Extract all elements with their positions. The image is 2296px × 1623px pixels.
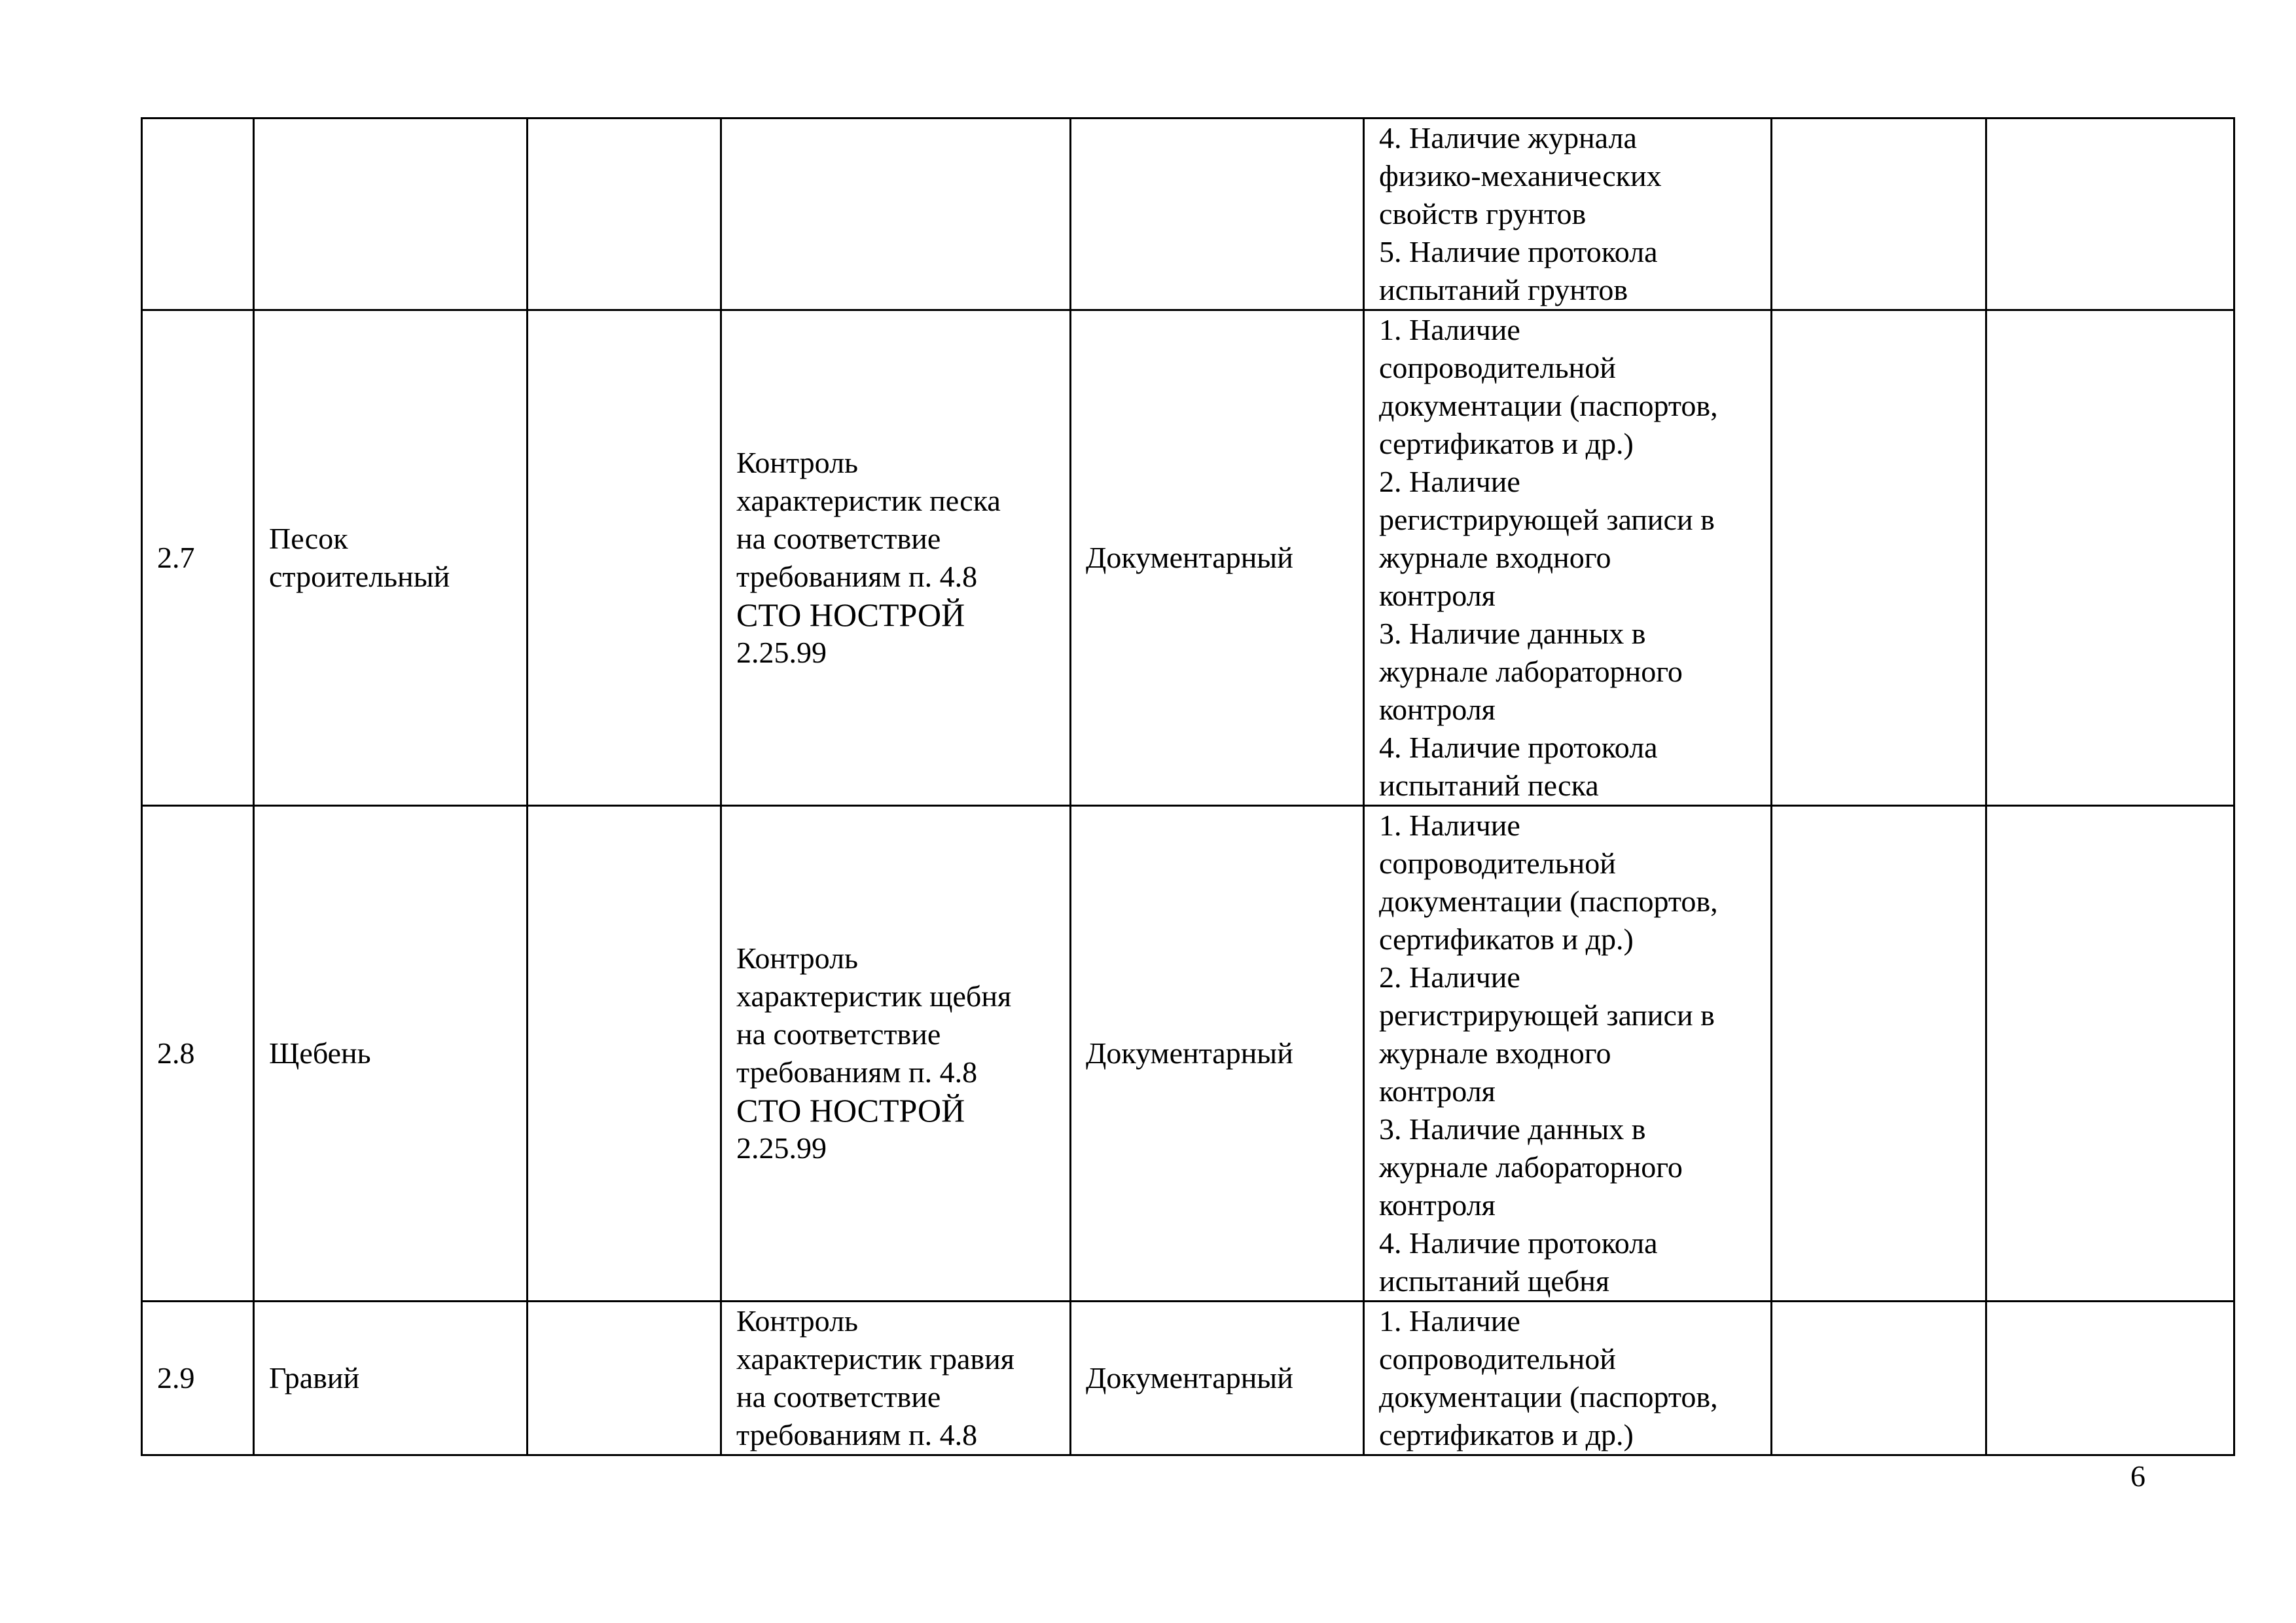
cell-object	[254, 806, 528, 1302]
control-line: характеристик щебня	[736, 979, 1012, 1013]
control-line: Контроль	[736, 446, 858, 479]
cell-col7	[1772, 310, 1986, 806]
requirement-line: журнале входного	[1379, 1036, 1611, 1070]
requirement-line: 4. Наличие протокола	[1379, 1226, 1658, 1260]
control-line: 2.25.99	[736, 1131, 827, 1165]
cell-number	[142, 119, 254, 310]
cell-method: Документарный	[1071, 310, 1364, 806]
cell-control	[721, 119, 1071, 310]
cell-control	[721, 1302, 1071, 1455]
cell-requirements	[1364, 119, 1772, 310]
requirement-line: испытаний грунтов	[1379, 273, 1628, 306]
cell-number: 2.9	[142, 1302, 254, 1455]
cell-col8	[1986, 119, 2234, 310]
requirement-line: сертификатов и др.)	[1379, 1418, 1634, 1451]
requirement-line: регистрирующей записи в	[1379, 998, 1715, 1032]
requirement-line: сопроводительной	[1379, 1342, 1616, 1376]
requirement-line: контроля	[1379, 693, 1496, 726]
cell-stage	[528, 806, 721, 1302]
requirement-line: сертификатов и др.)	[1379, 922, 1634, 956]
requirement-line: 3. Наличие данных в	[1379, 1112, 1646, 1146]
requirement-line: 1. Наличие	[1379, 1304, 1520, 1338]
cell-requirements	[1364, 1302, 1772, 1455]
cell-requirements	[1364, 310, 1772, 806]
control-line: характеристик гравия	[736, 1342, 1014, 1376]
object-line: Щебень	[269, 1036, 371, 1070]
table-row	[142, 1302, 2234, 1455]
control-line: СТО НОСТРОЙ	[736, 1092, 965, 1129]
requirement-line: 1. Наличие	[1379, 809, 1520, 842]
cell-method: Документарный	[1071, 1302, 1364, 1455]
requirement-line: 5. Наличие протокола	[1379, 235, 1658, 268]
requirement-line: 2. Наличие	[1379, 960, 1520, 994]
requirement-line: журнале лабораторного	[1379, 1150, 1683, 1184]
requirement-line: регистрирующей записи в	[1379, 503, 1715, 536]
object-line: Гравий	[269, 1361, 360, 1395]
requirement-line: журнале лабораторного	[1379, 655, 1683, 688]
cell-col8	[1986, 1302, 2234, 1455]
cell-object	[254, 119, 528, 310]
cell-control	[721, 806, 1071, 1302]
requirement-line: 2. Наличие	[1379, 465, 1520, 498]
requirement-line: контроля	[1379, 1188, 1496, 1222]
control-line: Контроль	[736, 1304, 858, 1338]
control-line: на соответствие	[736, 1017, 941, 1051]
object-line: строительный	[269, 560, 450, 593]
requirement-line: физико-механических	[1379, 159, 1662, 192]
cell-stage	[528, 310, 721, 806]
requirement-line: 4. Наличие журнала	[1379, 121, 1637, 155]
control-line: 2.25.99	[736, 636, 827, 669]
table-row	[142, 119, 2234, 310]
requirement-line: 3. Наличие данных в	[1379, 617, 1646, 650]
cell-col8	[1986, 806, 2234, 1302]
cell-number: 2.8	[142, 806, 254, 1302]
cell-col8	[1986, 310, 2234, 806]
cell-method	[1071, 119, 1364, 310]
cell-requirements	[1364, 806, 1772, 1302]
cell-col7	[1772, 806, 1986, 1302]
requirement-line: 1. Наличие	[1379, 313, 1520, 346]
control-line: на соответствие	[736, 522, 941, 555]
page-number: 6	[2130, 1459, 2145, 1493]
requirement-line: 4. Наличие протокола	[1379, 731, 1658, 764]
control-line: СТО НОСТРОЙ	[736, 596, 965, 633]
cell-method: Документарный	[1071, 806, 1364, 1302]
control-line: характеристик песка	[736, 484, 1001, 517]
cell-object	[254, 1302, 528, 1455]
requirement-line: сертификатов и др.)	[1379, 427, 1634, 460]
requirement-line: испытаний щебня	[1379, 1264, 1610, 1298]
requirement-line: документации (паспортов,	[1379, 389, 1718, 422]
control-line: Контроль	[736, 941, 858, 975]
control-line: требованиям п. 4.8	[736, 1055, 978, 1089]
cell-stage	[528, 119, 721, 310]
cell-col7	[1772, 119, 1986, 310]
requirement-line: испытаний песка	[1379, 769, 1599, 802]
requirement-line: журнале входного	[1379, 541, 1611, 574]
cell-control	[721, 310, 1071, 806]
requirement-line: контроля	[1379, 1074, 1496, 1108]
requirement-line: контроля	[1379, 579, 1496, 612]
cell-col7	[1772, 1302, 1986, 1455]
requirement-line: документации (паспортов,	[1379, 884, 1718, 918]
control-line: на соответствие	[736, 1380, 941, 1413]
requirement-line: сопроводительной	[1379, 351, 1616, 384]
requirement-line: свойств грунтов	[1379, 197, 1587, 230]
control-line: требованиям п. 4.8	[736, 560, 978, 593]
object-line: Песок	[269, 522, 348, 555]
requirement-line: документации (паспортов,	[1379, 1380, 1718, 1413]
requirement-line: сопроводительной	[1379, 847, 1616, 880]
table-row	[142, 806, 2234, 1302]
table-row	[142, 310, 2234, 806]
cell-stage	[528, 1302, 721, 1455]
cell-number: 2.7	[142, 310, 254, 806]
inspection-table	[141, 117, 2235, 1456]
cell-object	[254, 310, 528, 806]
control-line: требованиям п. 4.8	[736, 1418, 978, 1451]
